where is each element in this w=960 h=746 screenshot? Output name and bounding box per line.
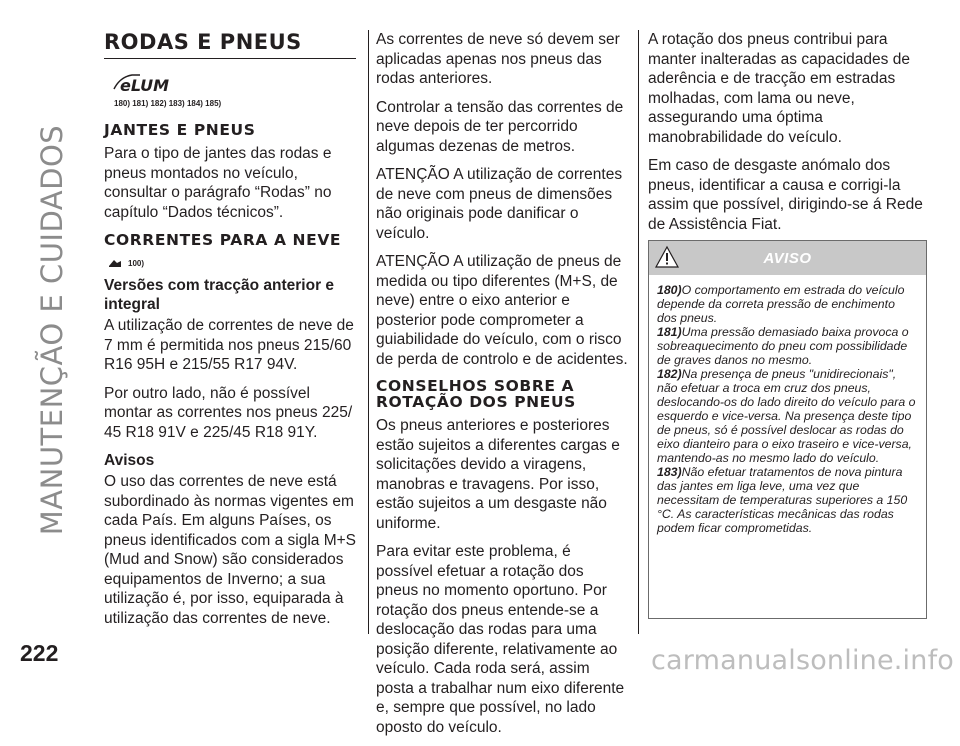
chapter-side-title: MANUTENÇÃO E CUIDADOS: [35, 124, 69, 536]
warning-item-text: O comportamento em estrada do veículo depende da correta pressão de enchimento dos pneus.: [657, 283, 905, 325]
reference-number: 100): [128, 258, 145, 268]
warning-item: [657, 367, 918, 465]
warning-item-text: Na presença de pneus "unidirecionais", não efetuar a troca em cruz dos pneus, deslocando-os do lado direito do veículo para o esquerdo e vice-versa. Na presença deste tipo de pneus, só é possível deslocar as rodas do eixo dianteiro para o eixo traseiro e vice-versa, mantendo-as no mesmo lado do veículo.: [657, 367, 916, 465]
warning-item-number: 181): [657, 325, 682, 339]
column-3: [648, 30, 930, 243]
warning-item-number: 182): [657, 367, 682, 381]
paragraph: A rotação dos pneus contribui para manter inalteradas as capacidades de aderência e de tracção em estradas molhadas, com lama ou neve, assegurando uma óptima manobrabilidade do veículo.: [648, 31, 910, 146]
paragraph: Para o tipo de jantes das rodas e pneus montados no veículo, consultar o parágrafo “Rodas” no capítulo “Dados técnicos”.: [104, 145, 332, 221]
column-2: [376, 30, 630, 746]
subsection-heading: JANTES E PNEUS: [104, 121, 256, 139]
warning-title: AVISO: [763, 249, 812, 267]
column-divider: [368, 30, 369, 634]
section-title: RODAS E PNEUS: [104, 30, 356, 59]
warning-item-text: Uma pressão demasiado baixa provoca o sobreaquecimento do pneu com possibilidade de graves danos no mesmo.: [657, 325, 909, 367]
note-hand-icon: [108, 258, 122, 268]
paragraph: As correntes de neve só devem ser aplicadas apenas nos pneus das rodas anteriores.: [376, 31, 620, 87]
page-number: 222: [20, 640, 59, 666]
warning-item-text: Não efetuar tratamentos de nova pintura das jantes em liga leve, uma vez que necessitam de temperaturas superiores a 150 °C. As características mecânicas das rodas podem ficar comprometidas.: [657, 465, 908, 535]
subsection-heading: CONSELHOS SOBRE A ROTAÇÃO DOS PNEUS: [376, 377, 576, 411]
watermark: carmanualsonline.info: [651, 645, 954, 676]
warning-references: 180) 181) 182) 183) 184) 185): [114, 99, 222, 108]
warning-item-number: 180): [657, 283, 682, 297]
subsection-heading: CORRENTES PARA A NEVE: [104, 231, 342, 249]
svg-text:eLUM: eLUM: [120, 76, 170, 95]
warning-item: [657, 325, 918, 367]
paragraph: Controlar a tensão das correntes de neve depois de ter percorrido algumas dezenas de metros.: [376, 98, 624, 155]
warning-box: [648, 240, 927, 619]
paragraph: O uso das correntes de neve está subordinado às normas vigentes em cada País. Em alguns Países, os pneus identificados com a sigla M+S (Mud and Snow) são considerados equipamentos de Inverno; a sua utilização é, por isso, equiparada à utilização das correntes de neve.: [104, 473, 357, 627]
paragraph: Em caso de desgaste anómalo dos pneus, identificar a causa e corrigi-la assim que possível, dirigindo-se á Rede de Assistência Fiat.: [648, 157, 923, 233]
logo-row: [110, 69, 356, 95]
paragraph: A utilização de correntes de neve de 7 mm é permitida nos pneus 215/60 R16 95H e 215/55 R17 94V.: [104, 317, 354, 373]
warning-item: [657, 465, 918, 535]
warning-item-number: 183): [657, 465, 682, 479]
warning-triangle-icon: [655, 245, 679, 269]
subsection-heading: Avisos: [104, 452, 155, 469]
paragraph: Por outro lado, não é possível montar as correntes nos pneus 225/ 45 R18 91V e 225/45 R18 91Y.: [104, 384, 353, 441]
warning-header: [649, 241, 926, 275]
column-divider: [638, 30, 639, 634]
column-1: [104, 30, 356, 637]
paragraph: ATENÇÃO A utilização de pneus de medida ou tipo diferentes (M+S, de neve) entre o eixo anterior e posterior pode comprometer a guiabilidade do veículo, com o risco de perda de controlo e de acidentes.: [376, 253, 628, 368]
warning-item: [657, 283, 918, 325]
paragraph: Os pneus anteriores e posteriores estão sujeitos a diferentes cargas e solicitações devido a viragens, manobras e travagens. Por isso, estão sujeitos a um desgaste não uniforme.: [376, 417, 620, 532]
car-logo-icon: [110, 69, 170, 95]
paragraph: ATENÇÃO A utilização de correntes de neve com pneus de dimensões não originais pode danificar o veículo.: [376, 166, 623, 242]
warning-body: [649, 275, 926, 535]
paragraph: Para evitar este problema, é possível efetuar a rotação dos pneus no momento oportuno. Por rotação dos pneus entende-se a deslocação das rodas para uma posição diferente, relativamente ao veículo. Cada roda será, assim posta a trabalhar num eixo diferente e, sempre que possível, no lado oposto do veículo.: [376, 543, 625, 736]
reference-row: [108, 258, 356, 268]
subsection-heading: Versões com tracção anterior e integral: [104, 277, 335, 313]
